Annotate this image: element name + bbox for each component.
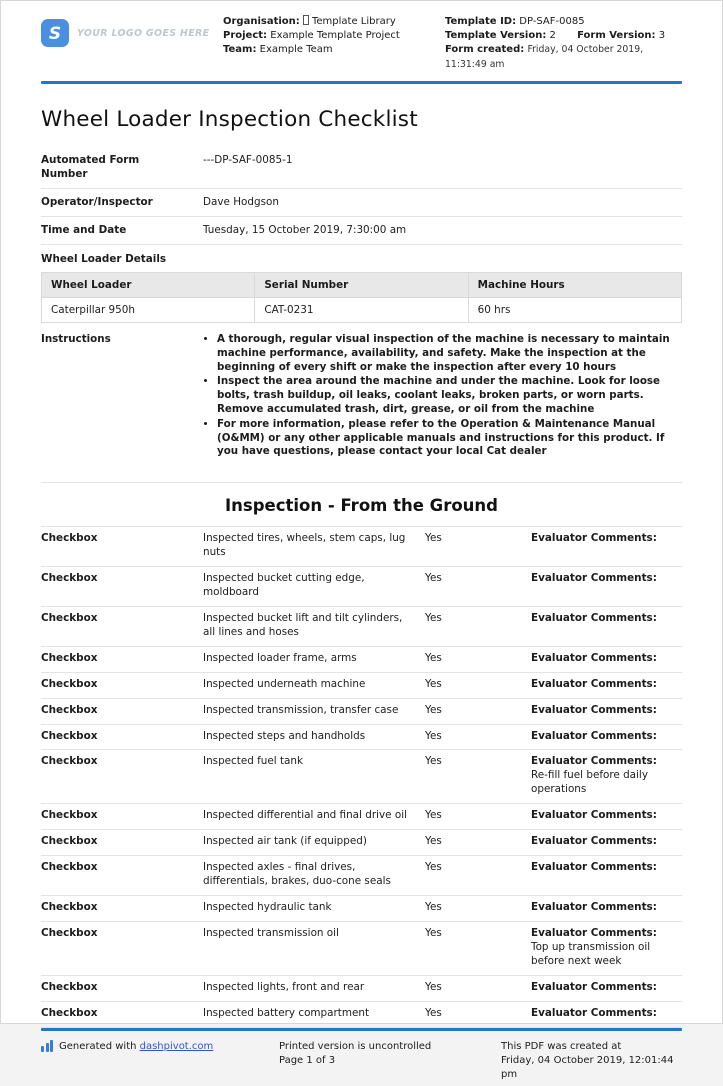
field-label: Time and Date <box>41 223 127 236</box>
field-label: Operator/Inspector <box>41 195 153 208</box>
checklist-comments-cell <box>531 730 682 744</box>
page-title: Wheel Loader Inspection Checklist <box>41 106 418 132</box>
checklist-item-text: Inspected hydraulic tank <box>203 901 332 914</box>
field-value: Tuesday, 15 October 2019, 7:30:00 am <box>203 223 407 236</box>
checklist-item-text: Inspected loader frame, arms <box>203 651 357 664</box>
checklist-row-type-label: Checkbox <box>41 703 98 716</box>
form-version-label: Form Version: <box>577 30 656 42</box>
evaluator-comments-label: Evaluator Comments: <box>531 651 657 664</box>
evaluator-comments-label: Evaluator Comments: <box>531 755 657 768</box>
evaluator-comments-label: Evaluator Comments: <box>531 926 657 939</box>
checklist-row-type-label: Checkbox <box>41 729 98 742</box>
checklist-answer: Yes <box>425 809 442 822</box>
page-footer <box>41 1028 682 1086</box>
checklist-answer: Yes <box>425 651 442 664</box>
checklist-answer: Yes <box>425 703 442 716</box>
checklist-item-text: Inspected differential and final drive oil <box>203 809 407 822</box>
organisation-value: Template Library <box>311 16 396 27</box>
checklist-comments-cell <box>531 981 682 995</box>
checklist-row <box>41 526 682 566</box>
checklist-row-type-label: Checkbox <box>41 1006 98 1019</box>
evaluator-comments-label: Evaluator Comments: <box>531 532 657 545</box>
checklist-row <box>41 672 682 698</box>
project-value: Example Template Project <box>270 30 400 42</box>
checklist-answer: Yes <box>425 611 442 624</box>
checklist-row-type-label: Checkbox <box>41 532 98 545</box>
version-line <box>445 29 682 43</box>
instruction-bullet: • A thorough, regular visual inspection of the machine is necessary to maintain machine performance, availability, and safety. Make the inspection at the beginning of every shift or make the inspection after every 10 hours <box>217 333 682 374</box>
details-section-label: Wheel Loader Details <box>41 252 167 265</box>
checklist-comments-cell <box>531 532 682 560</box>
dashpivot-link[interactable]: dashpivot.com <box>139 1040 214 1052</box>
instruction-bullet: • Inspect the area around the machine and under the machine. Look for loose bolts, trash buildup, oil leaks, coolant leaks, broken parts, or worn parts. Remove accumulated trash, dirt, grease, or oil from the machine <box>217 375 682 416</box>
team-line <box>223 43 445 57</box>
evaluator-comments-label: Evaluator Comments: <box>531 861 657 874</box>
checklist-row-type-label: Checkbox <box>41 677 98 690</box>
missing-glyph-icon <box>303 15 309 25</box>
checklist-row-type-label: Checkbox <box>41 755 98 768</box>
details-cell-machine-hours: 60 hrs <box>468 297 681 322</box>
form-created-line <box>445 43 682 71</box>
checklist-row <box>41 724 682 750</box>
team-label: Team: <box>223 44 257 56</box>
template-version-label: Template Version: <box>445 30 547 42</box>
page-header <box>41 15 682 72</box>
checklist-answer: Yes <box>425 835 442 848</box>
checklist-answer: Yes <box>425 729 442 742</box>
checklist-answer: Yes <box>425 532 442 545</box>
form-fields <box>41 147 682 245</box>
details-header-wheel-loader: Wheel Loader <box>42 272 255 297</box>
details-cell-wheel-loader: Caterpillar 950h <box>42 297 255 322</box>
checklist-item-text: Inspected tires, wheels, stem caps, lug nuts <box>203 532 406 559</box>
checklist-item-text: Inspected lights, front and rear <box>203 980 365 993</box>
organisation-line <box>223 15 445 29</box>
instructions-list <box>203 333 682 460</box>
field-label: Automated Form Number <box>41 153 140 180</box>
checklist-answer: Yes <box>425 571 442 584</box>
form-created-label: Form created: <box>445 44 525 56</box>
pdf-created-line2: Friday, 04 October 2019, 12:01:44 pm <box>501 1054 674 1080</box>
evaluator-comments-label: Evaluator Comments: <box>531 901 657 914</box>
logo-block <box>41 15 223 47</box>
page-number: Page 1 of 3 <box>279 1054 336 1066</box>
pdf-created-block <box>501 1040 682 1082</box>
template-id-label: Template ID: <box>445 16 517 27</box>
header-divider <box>41 81 682 84</box>
checklist-row <box>41 1001 682 1027</box>
instructions-section <box>41 323 682 466</box>
evaluator-comments-label: Evaluator Comments: <box>531 677 657 690</box>
checklist-item-text: Inspected steps and handholds <box>203 729 366 742</box>
checklist-item-text: Inspected bucket lift and tilt cylinders, all lines and hoses <box>203 611 403 638</box>
details-data-row <box>42 297 682 322</box>
logo-placeholder-text: YOUR LOGO GOES HERE <box>77 27 210 39</box>
checklist-row-type-label: Checkbox <box>41 835 98 848</box>
evaluator-comments-label: Evaluator Comments: <box>531 980 657 993</box>
checklist-row <box>41 646 682 672</box>
checklist-row-type-label: Checkbox <box>41 980 98 993</box>
checklist-comments-cell <box>531 927 682 969</box>
checklist-row-type-label: Checkbox <box>41 611 98 624</box>
checklist-answer: Yes <box>425 755 442 768</box>
evaluator-comments-label: Evaluator Comments: <box>531 703 657 716</box>
checklist-item-text: Inspected fuel tank <box>203 755 303 768</box>
checklist-item-text: Inspected transmission oil <box>203 926 339 939</box>
organisation-block <box>223 15 445 58</box>
checklist-row <box>41 803 682 829</box>
checklist-item-text: Inspected underneath machine <box>203 677 366 690</box>
checklist-comments-cell <box>531 652 682 666</box>
form-field-row <box>41 147 682 189</box>
evaluator-comments-label: Evaluator Comments: <box>531 1006 657 1019</box>
section-title: Inspection - From the Ground <box>225 496 498 516</box>
checklist <box>41 526 682 1028</box>
checklist-answer: Yes <box>425 677 442 690</box>
checklist-item-text: Inspected battery compartment <box>203 1006 370 1019</box>
evaluator-comments-label: Evaluator Comments: <box>531 729 657 742</box>
checklist-comments-cell <box>531 572 682 600</box>
checklist-answer: Yes <box>425 926 442 939</box>
evaluator-comments-label: Evaluator Comments: <box>531 835 657 848</box>
checklist-comments-cell <box>531 1007 682 1021</box>
checklist-answer: Yes <box>425 901 442 914</box>
checklist-row-type-label: Checkbox <box>41 651 98 664</box>
checklist-row <box>41 566 682 606</box>
checklist-row <box>41 606 682 646</box>
checklist-comments-cell <box>531 612 682 640</box>
evaluator-comment-text: Re-fill fuel before daily operations <box>531 769 648 796</box>
checklist-row <box>41 921 682 975</box>
form-version-value: 3 <box>658 30 666 42</box>
template-info-block <box>445 15 682 72</box>
checklist-row-type-label: Checkbox <box>41 571 98 584</box>
checklist-comments-cell <box>531 861 682 889</box>
company-logo-icon <box>41 19 69 47</box>
checklist-row <box>41 975 682 1001</box>
evaluator-comment-text: Top up transmission oil before next week <box>531 940 651 967</box>
printed-note: Printed version is uncontrolled <box>279 1040 432 1052</box>
checklist-row <box>41 855 682 895</box>
organisation-label: Organisation: <box>223 16 300 27</box>
checklist-comments-cell <box>531 755 682 797</box>
generated-with-text <box>59 1040 213 1054</box>
generated-prefix: Generated with <box>59 1040 140 1052</box>
checklist-comments-cell <box>531 704 682 718</box>
instructions-label: Instructions <box>41 332 111 345</box>
checklist-row-type-label: Checkbox <box>41 901 98 914</box>
checklist-item-text: Inspected axles - final drives, differentials, brakes, duo-cone seals <box>203 861 391 888</box>
checklist-row-type-label: Checkbox <box>41 926 98 939</box>
print-info-block <box>279 1040 501 1082</box>
details-table <box>41 272 682 323</box>
form-created-value: Friday, 04 October 2019, 11:31:49 am <box>445 44 644 70</box>
checklist-answer: Yes <box>425 861 442 874</box>
checklist-answer: Yes <box>425 1006 442 1019</box>
checklist-comments-cell <box>531 835 682 849</box>
project-label: Project: <box>223 30 268 42</box>
pdf-created-line1: This PDF was created at <box>501 1040 622 1052</box>
field-value: ---DP-SAF-0085-1 <box>203 153 293 166</box>
field-value: Dave Hodgson <box>203 195 279 208</box>
generated-with-block <box>41 1040 279 1082</box>
checklist-row-type-label: Checkbox <box>41 861 98 874</box>
checklist-item-text: Inspected air tank (if equipped) <box>203 835 367 848</box>
checklist-item-text: Inspected bucket cutting edge, moldboard <box>203 571 365 598</box>
svg-text:S: S <box>48 24 62 44</box>
checklist-comments-cell <box>531 901 682 915</box>
template-id-value: DP-SAF-0085 <box>519 16 585 27</box>
checklist-row <box>41 895 682 921</box>
checklist-row <box>41 749 682 803</box>
checklist-row <box>41 829 682 855</box>
details-cell-serial-number: CAT-0231 <box>255 297 468 322</box>
checklist-row-type-label: Checkbox <box>41 809 98 822</box>
template-id-line <box>445 15 682 29</box>
checklist-answer: Yes <box>425 980 442 993</box>
checklist-comments-cell <box>531 678 682 692</box>
instruction-bullet: • For more information, please refer to the Operation & Maintenance Manual (O&MM) or any other applicable manuals and instructions for this product. If you have questions, please contact your local Cat dealer <box>217 418 682 459</box>
team-value: Example Team <box>259 44 333 56</box>
project-line <box>223 29 445 43</box>
details-header-row <box>42 272 682 297</box>
form-field-row <box>41 217 682 245</box>
checklist-row <box>41 698 682 724</box>
details-header-serial-number: Serial Number <box>255 272 468 297</box>
details-header-machine-hours: Machine Hours <box>468 272 681 297</box>
checklist-comments-cell <box>531 809 682 823</box>
evaluator-comments-label: Evaluator Comments: <box>531 809 657 822</box>
dashpivot-barchart-icon <box>41 1040 53 1052</box>
form-field-row <box>41 189 682 217</box>
evaluator-comments-label: Evaluator Comments: <box>531 571 657 584</box>
template-version-value: 2 <box>549 30 556 42</box>
checklist-item-text: Inspected transmission, transfer case <box>203 703 399 716</box>
evaluator-comments-label: Evaluator Comments: <box>531 611 657 624</box>
